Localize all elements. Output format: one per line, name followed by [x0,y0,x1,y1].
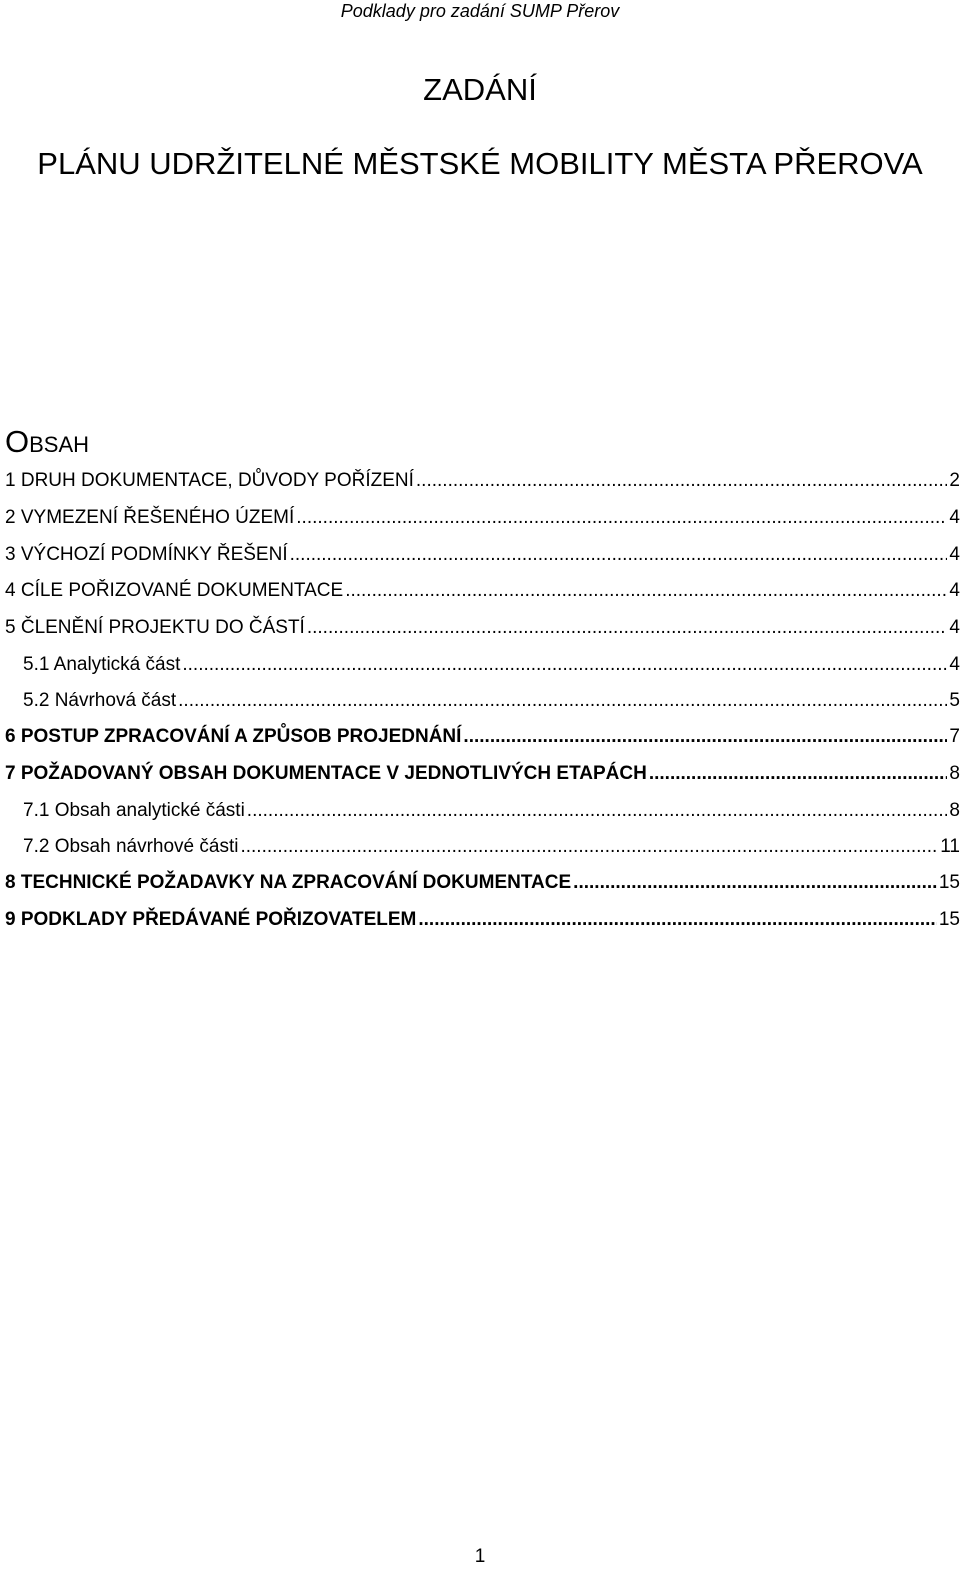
toc-entry-label: 7 POŽADOVANÝ OBSAH DOKUMENTACE V JEDNOTLIVÝCH ETAPÁCH [5,763,647,784]
toc-heading: Obsah [5,424,90,459]
toc-dot-leader [178,687,947,715]
toc-entry[interactable] [5,614,960,642]
toc-entry-label: 7.2 Obsah návrhové části [23,836,239,857]
toc-entry[interactable] [5,577,960,605]
toc-entry-page: 4 [949,507,960,528]
toc-dot-leader [418,906,937,934]
toc-entry-page: 8 [949,763,960,784]
toc-dot-leader [240,833,938,861]
toc-entry[interactable] [5,467,960,495]
toc-entry-page: 11 [940,836,960,857]
toc-entry-label: 9 PODKLADY PŘEDÁVANÉ POŘIZOVATELEM [5,909,417,930]
toc-entry-page: 15 [938,909,960,930]
toc-dot-leader [290,541,948,569]
toc-entry-page: 4 [949,544,960,565]
toc-entry-label: 1 DRUH DOKUMENTACE, DŮVODY POŘÍZENÍ [5,470,414,491]
toc-entry-label: 3 VÝCHOZÍ PODMÍNKY ŘEŠENÍ [5,544,288,565]
toc-entry-page: 2 [949,470,960,491]
toc-entry-label: 2 VYMEZENÍ ŘEŠENÉHO ÚZEMÍ [5,507,295,528]
toc-dot-leader [416,467,948,495]
document-subtitle: PLÁNU UDRŽITELNÉ MĚSTSKÉ MOBILITY MĚSTA PŘEROVA [37,146,923,181]
running-header: Podklady pro zadání SUMP Přerov [340,1,620,21]
toc-entry-label: 5.2 Návrhová část [23,690,177,711]
document-title: ZADÁNÍ [423,72,537,107]
toc-entry-label: 4 CÍLE POŘIZOVANÉ DOKUMENTACE [5,580,344,601]
toc-entry[interactable] [5,723,960,751]
toc-entry[interactable] [5,906,960,934]
toc-dot-leader [573,869,937,897]
page-number: 1 [474,1546,486,1567]
toc-dot-leader [247,797,948,825]
toc-entry[interactable] [5,869,960,897]
toc-entry-page: 4 [949,580,960,601]
toc-entry[interactable] [5,504,960,532]
toc-dot-leader [649,760,948,788]
toc-entry-label: 5 ČLENĚNÍ PROJEKTU DO ČÁSTÍ [5,617,305,638]
toc-entry-page: 4 [949,617,960,638]
toc-dot-leader [463,723,947,751]
toc-dot-leader [296,504,947,532]
toc-entry-page: 8 [949,800,960,821]
toc-entry-page: 15 [938,872,960,893]
toc-dot-leader [345,577,947,605]
toc-entry-label: 8 TECHNICKÉ POŽADAVKY NA ZPRACOVÁNÍ DOKUMENTACE [5,872,572,893]
toc-subentry[interactable] [5,651,960,679]
toc-entry-page: 5 [949,690,960,711]
toc-entry-label: 7.1 Obsah analytické části [23,800,245,821]
toc-entry-label: 5.1 Analytická část [23,654,181,675]
toc-entry-label: 6 POSTUP ZPRACOVÁNÍ A ZPŮSOB PROJEDNÁNÍ [5,726,462,747]
toc-entry[interactable] [5,760,960,788]
toc-subentry[interactable] [5,797,960,825]
toc-subentry[interactable] [5,833,960,861]
toc-entry[interactable] [5,541,960,569]
toc-dot-leader [182,651,947,679]
toc-entry-page: 7 [949,726,960,747]
toc-dot-leader [307,614,948,642]
toc-subentry[interactable] [5,687,960,715]
toc-entry-page: 4 [949,654,960,675]
